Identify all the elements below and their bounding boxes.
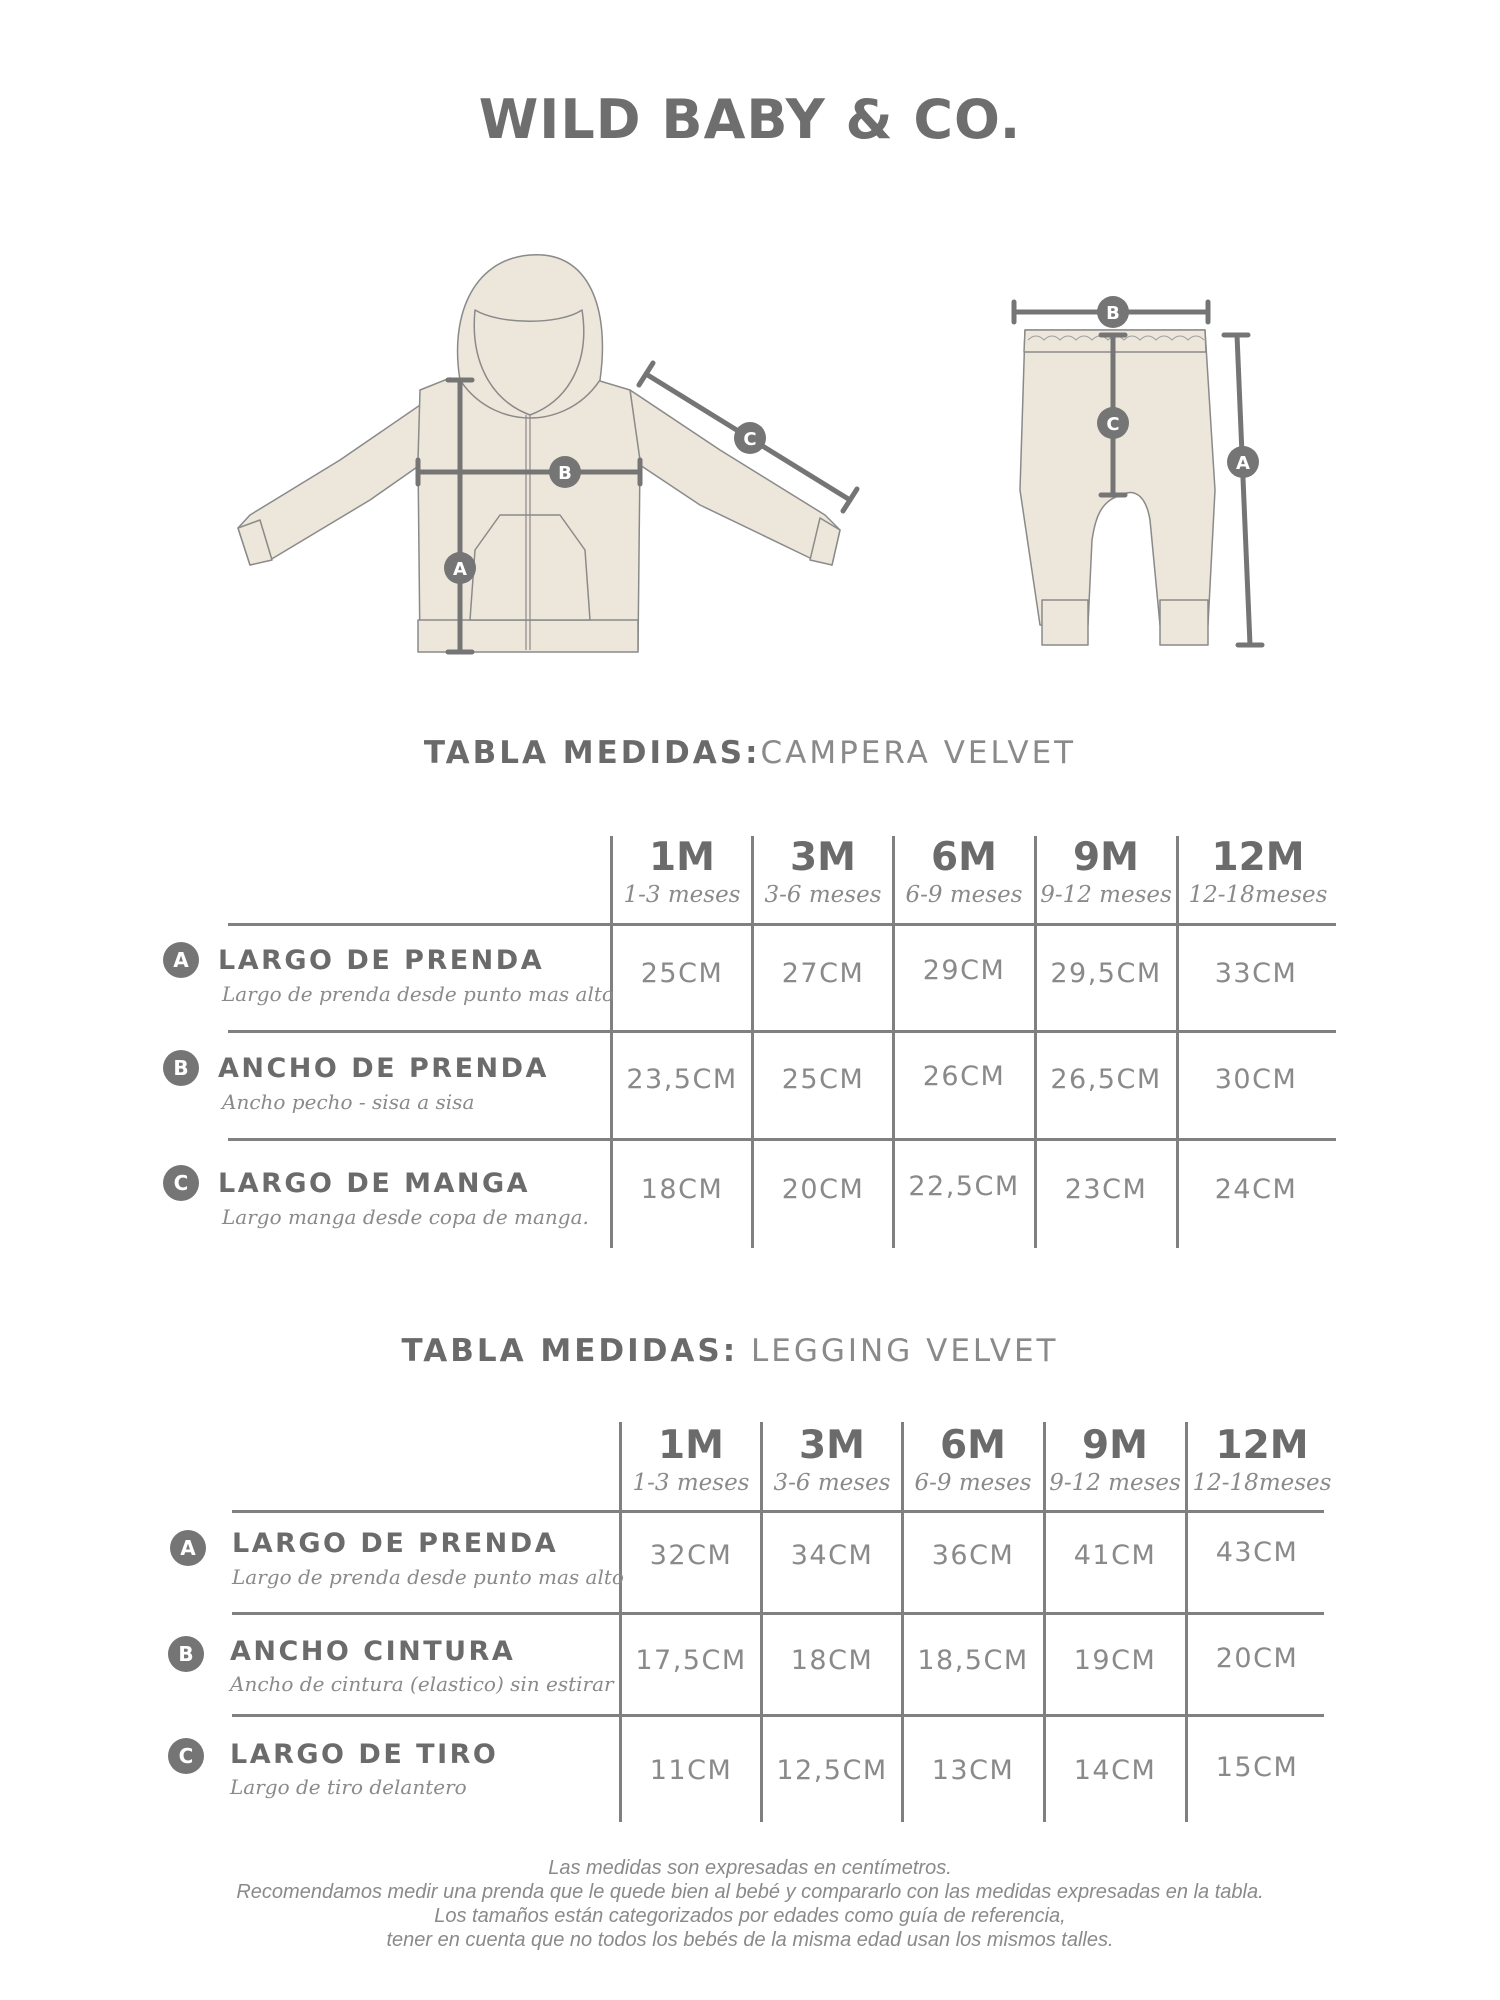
age-label: 1-3 meses [623,882,741,908]
age-label: 3-6 meses [773,1470,891,1496]
row-description: Largo de prenda desde punto mas alto [232,1565,624,1589]
age-label: 6-9 meses [905,882,1023,908]
campera-col-3m [753,836,893,910]
table-cell: 36CM [931,1540,1015,1571]
table-cell: 22,5CM [908,1171,1020,1202]
size-label: 12M [1211,835,1305,880]
table-cell: 13CM [931,1755,1015,1786]
hoodie-marker-b: B [558,463,572,484]
legging-marker-a: A [1236,453,1250,474]
table-cell: 20CM [781,1174,865,1205]
age-label: 9-12 meses [1040,882,1172,908]
brand-title: WILD BABY & CO. [478,88,1022,151]
legging-title-bold: TABLA MEDIDAS: [401,1333,739,1369]
row-title: LARGO DE MANGA [218,1168,531,1199]
age-label: 9-12 meses [1049,1470,1181,1496]
table-cell: 43CM [1215,1537,1299,1568]
footer-line: tener en cuenta que no todos los bebés de la misma edad usan los mismos talles. [386,1929,1114,1951]
footer-line: Recomendamos medir una prenda que le quede bien al bebé y compararlo con las medidas expresadas en la tabla. [236,1881,1264,1903]
table-cell: 25CM [781,1064,865,1095]
row-description: Ancho pecho - sisa a sisa [222,1090,475,1114]
table-cell: 23,5CM [626,1064,738,1095]
size-label: 1M [649,835,715,880]
size-label: 12M [1215,1423,1309,1468]
footer-notes [0,1856,1500,1952]
legging-illustration [1000,290,1280,660]
size-label: 6M [931,835,997,880]
footer-line: Las medidas son expresadas en centímetros. [548,1857,952,1879]
row-description: Largo manga desde copa de manga. [222,1205,589,1229]
size-label: 9M [1082,1423,1148,1468]
table-cell: 11CM [649,1755,733,1786]
table-cell: 26CM [922,1061,1006,1092]
hoodie-illustration [220,250,860,670]
table-cell: 19CM [1073,1645,1157,1676]
size-label: 3M [799,1423,865,1468]
table-cell: 14CM [1073,1755,1157,1786]
table-cell: 34CM [790,1540,874,1571]
table-cell: 18CM [790,1645,874,1676]
row-badge-b: B [163,1050,199,1086]
legging-marker-b: B [1106,303,1120,324]
table-cell: 25CM [640,958,724,989]
size-label: 3M [790,835,856,880]
row-title: ANCHO DE PRENDA [218,1053,549,1084]
campera-col-6m [894,836,1034,910]
row-badge-c: C [168,1738,204,1774]
age-label: 3-6 meses [764,882,882,908]
row-badge-a: A [163,942,199,978]
legging-marker-c: C [1106,414,1120,435]
legging-col-3m [762,1424,902,1498]
age-label: 12-18meses [1188,882,1328,908]
legging-title-light: LEGGING VELVET [751,1333,1059,1369]
row-description: Largo de tiro delantero [230,1775,467,1799]
table-cell: 33CM [1214,958,1298,989]
legging-table-title [0,1333,1460,1369]
table-cell: 12,5CM [776,1755,888,1786]
legging-col-6m [903,1424,1043,1498]
hoodie-marker-c: C [743,429,757,450]
table-cell: 18,5CM [917,1645,1029,1676]
campera-title-bold: TABLA MEDIDAS: [423,735,761,771]
row-title: LARGO DE TIRO [230,1739,499,1770]
campera-table-title [0,735,1500,771]
campera-col-9m [1036,836,1176,910]
table-cell: 18CM [640,1174,724,1205]
campera-title-light: CAMPERA VELVET [760,735,1077,771]
table-cell: 17,5CM [635,1645,747,1676]
legging-col-9m [1045,1424,1185,1498]
legging-col-1m [621,1424,761,1498]
table-cell: 24CM [1214,1174,1298,1205]
size-label: 6M [940,1423,1006,1468]
row-description: Ancho de cintura (elastico) sin estirar [230,1672,614,1696]
legging-col-12m [1187,1424,1337,1498]
table-cell: 29,5CM [1050,958,1162,989]
hoodie-marker-a: A [453,559,467,580]
table-cell: 30CM [1214,1064,1298,1095]
row-badge-b: B [168,1636,204,1672]
row-title: ANCHO CINTURA [230,1636,516,1667]
table-cell: 27CM [781,958,865,989]
row-description: Largo de prenda desde punto mas alto [222,982,614,1006]
age-label: 1-3 meses [632,1470,750,1496]
table-cell: 29CM [922,955,1006,986]
row-badge-a: A [170,1530,206,1566]
size-label: 9M [1073,835,1139,880]
table-cell: 26,5CM [1050,1064,1162,1095]
table-cell: 23CM [1064,1174,1148,1205]
campera-col-1m [612,836,752,910]
table-cell: 20CM [1215,1643,1299,1674]
row-title: LARGO DE PRENDA [218,945,545,976]
age-label: 6-9 meses [914,1470,1032,1496]
row-title: LARGO DE PRENDA [232,1528,559,1559]
table-cell: 15CM [1215,1752,1299,1783]
campera-col-12m [1178,836,1338,910]
table-cell: 32CM [649,1540,733,1571]
age-label: 12-18meses [1192,1470,1332,1496]
table-cell: 41CM [1073,1540,1157,1571]
size-label: 1M [658,1423,724,1468]
row-badge-c: C [163,1165,199,1201]
footer-line: Los tamaños están categorizados por edades como guía de referencia, [434,1905,1066,1927]
